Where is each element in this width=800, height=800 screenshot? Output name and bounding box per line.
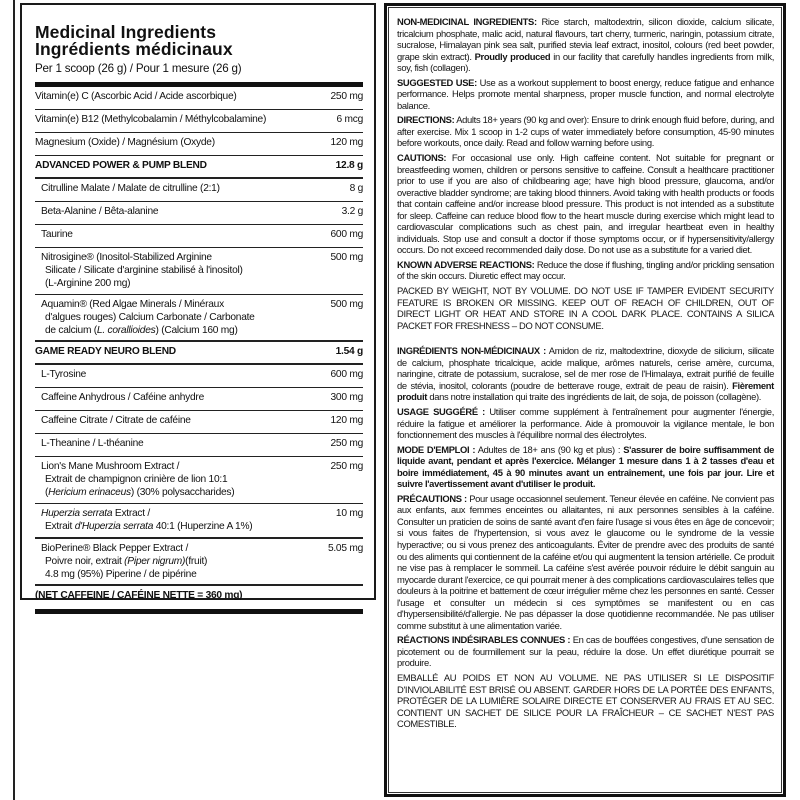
ingredient-amount: 250 mg: [330, 461, 363, 472]
outer-frame-line: [13, 0, 15, 800]
name-line: Nitrosigine® (Inositol-Stabilized Arginine: [41, 252, 212, 263]
panel-title-fr: Ingrédients médicinaux: [35, 39, 233, 59]
section-label: SUGGESTED USE:: [397, 76, 477, 88]
section-text: Adultes de 18+ ans (90 kg et plus) :: [475, 443, 624, 455]
footer-rule: [35, 609, 363, 614]
ingredient-row: [35, 457, 363, 504]
name-line: Silicate / Silicate d'arginine stabilisé à l'inositol): [45, 265, 243, 276]
ingredient-amount: 500 mg: [330, 299, 363, 310]
name-line: Extrait de champignon crinière de lion 10:1: [45, 474, 228, 485]
section-label: DIRECTIONS:: [397, 114, 455, 126]
section-text: Utiliser comme supplément à l'entraînement pour augmenter l'énergie, réduire la fatigue et améliorer la performance. Aide à promouvoir la vigilance mentale, le bon fonctionnement des muscles à l'équilibre normal des électrolytes.: [397, 405, 774, 441]
ingredient-row: [35, 110, 363, 133]
section-text: Rice starch, maltodextrin, silicon dioxide, calcium silicate, tricalcium phosphate, malic acid, natural flavours, tart cherry, turmeric, naringin, potassium citrate, sucralose, Himalayan pink sea salt, purified stevia leaf extract, inositol, colours (red beet powder, grape skin extract).: [397, 16, 775, 62]
section-label: PRÉCAUTIONS :: [397, 492, 467, 504]
ingredient-amount: 250 mg: [330, 438, 363, 449]
ingredient-row: [35, 434, 363, 457]
name-line: [41, 520, 336, 533]
section-text: For occasional use only. High caffeine content. Not suitable for pregnant or breastfeeding women, children or persons sensitive to caffeine. Consult a healthcare practitioner prior to use if you are also of childbearing age; have high blood pressure, glaucoma, and/or overactive bladder syndrome; are taking blood thinners. Avoid taking with health products or foods that contain caffeine and/or increase blood pressure. This product is not intended as a substitute for sleep. Caffeine can reduce blood flow to the heart muscle during exercise which might lead to cardiovascular complications such as chest pain, and irregular heartbeat even in healthy individuals. Stop use and consult a doctor if those symptoms occur, or if hypersensitivity/allergy occurs. Do not exceed recommended daily dose. Do not use as a substitute for a varied diet.: [397, 152, 774, 256]
ingredient-row: [35, 225, 363, 248]
ingredient-row: [35, 202, 363, 225]
ingredient-name: [35, 507, 336, 533]
ingredient-name: Caffeine Citrate / Citrate de caféine: [41, 415, 191, 426]
name-line: [41, 324, 331, 337]
section-label: NON-MEDICINAL INGREDIENTS:: [397, 16, 537, 27]
name-text: de calcium (: [45, 325, 97, 336]
ingredient-amount: 600 mg: [330, 369, 363, 380]
name-text: 40:1 (Huperzine A 1%): [153, 521, 253, 532]
blend-amount: 12.8 g: [335, 160, 363, 171]
panel-title-en: Medicinal Ingredients: [35, 22, 217, 42]
latin-name: L. corallioides: [96, 325, 156, 336]
ingredient-name: [35, 460, 331, 499]
name-text: Poivre noir, extrait: [45, 556, 125, 567]
medicinal-ingredients-panel: [20, 3, 376, 600]
ingredient-row: [35, 411, 363, 434]
ingredient-name: Taurine: [41, 229, 73, 240]
name-text: Extrait: [45, 521, 75, 532]
section-text: Pour usage occasionnel seulement. Teneur élevée en caféine. Ne convient pas aux enfants, aux femmes enceintes ou allaitantes, ni aux personnes sensibles à la caféine. Consulter un praticien de soins de santé avant d'en faire l'usage si vous êtes en âge de concevoir; si vous faites de l'hypertension, si vous avez le glaucome ou le syndrome de la vessie hyperactive; ou si vous prenez des anticoagulants. Éviter de prendre avec des produits de santé ou des aliments qui contiennent de la caféine et/ou qui augmentent la tension artérielle. Ce produit ne vise pas à remplacer le sommeil. La caféine s'est avérée pouvoir réduire le débit sanguin au myocarde durant l'exercice, ce qui pourrait mener à des complications cardiovasculaires telles que douleurs à la poitrine et battement de cœur irrégulier même chez les personnes en santé. Cesser l'usage et consulter un médecin si ces symptômes se manifestent ou en cas d'hypersensibilité/d'allergie. Ne pas dépasser la dose quotidienne recommandée. Ne pas utiliser comme substitut à une alimentation variée.: [397, 492, 774, 631]
name-text: ) (30% polysaccharides): [130, 487, 235, 498]
latin-name: Huperzia serrata: [41, 508, 113, 519]
ingredient-name: Caffeine Anhydrous / Caféine anhydre: [41, 392, 204, 403]
suggested-use-fr: [397, 406, 774, 441]
ingredient-name: Beta-Alanine / Bêta-alanine: [41, 206, 159, 217]
name-text: Extract /: [112, 508, 151, 519]
product-information-panel: [384, 3, 786, 797]
net-caffeine: (NET CAFFEINE / CAFÉINE NETTE = 360 mg): [35, 590, 243, 601]
name-text: (fruit): [185, 556, 208, 567]
ingredient-row: [35, 365, 363, 388]
ingredient-row: [35, 248, 363, 295]
section-label: Fièrement produit: [397, 379, 774, 403]
name-text: ) (Calcium 160 mg): [155, 325, 238, 336]
ingredient-amount: 500 mg: [330, 252, 363, 263]
section-text-bold: S'assurer de boire suffisamment de liquide avant, pendant et après l'exercice. Mélanger 1 mesure dans 1 à 2 tasses d'eau et boire immédiatement, 45 à 90 minutes avant un entraînement, une fois par jour. Lire et suivre l'avertissement avant d'utiliser le produit.: [397, 443, 775, 490]
ingredient-name: Vitamin(e) B12 (Methylcobalamin / Méthylcobalamine): [35, 114, 267, 125]
blend-name: GAME READY NEURO BLEND: [35, 346, 176, 357]
name-line: BioPerine® Black Pepper Extract /: [41, 543, 189, 554]
latin-name: d'Huperzia serrata: [74, 521, 154, 532]
ingredient-row: [35, 295, 363, 342]
blend-header-row: [35, 156, 363, 179]
non-medicinal-ingredients-en: [397, 16, 774, 74]
section-text: dans notre installation qui traite des ingrédients de lait, de soja, de poisson (collagène).: [427, 391, 762, 403]
ingredient-amount: 5.05 mg: [327, 543, 363, 554]
adverse-reactions-en: [397, 259, 774, 282]
ingredient-name: [35, 542, 328, 581]
ingredient-name: [35, 298, 331, 337]
section-text: Reduce the dose if flushing, tingling and/or prickling sensation of the skin occurs. Diuretic effect may occur.: [397, 258, 774, 282]
ingredient-row: [35, 504, 363, 539]
ingredient-amount: 6 mcg: [336, 114, 363, 125]
section-label: RÉACTIONS INDÉSIRABLES CONNUES :: [397, 634, 571, 646]
adverse-reactions-fr: [397, 634, 774, 669]
ingredient-name: Magnesium (Oxide) / Magnésium (Oxyde): [35, 137, 215, 148]
section-text: Use as a workout supplement to boost energy, reduce fatigue and enhance performance. Helps promote mental sharpness, proper muscle function, and normal electrolyte balance.: [397, 76, 774, 111]
suggested-use-en: [397, 77, 774, 112]
ingredient-name: Vitamin(e) C (Ascorbic Acid / Acide ascorbique): [35, 91, 237, 102]
ingredient-amount: 10 mg: [335, 508, 363, 519]
non-medicinal-ingredients-fr: [397, 345, 774, 403]
section-label: USAGE SUGGÉRÉ :: [397, 405, 485, 417]
name-line: Lion's Mane Mushroom Extract /: [41, 461, 180, 472]
blend-amount: 1.54 g: [335, 346, 363, 357]
ingredient-row: [35, 133, 363, 156]
name-line: [41, 486, 331, 499]
ingredient-row: [35, 179, 363, 202]
ingredient-name: Citrulline Malate / Malate de citrulline (2:1): [41, 183, 220, 194]
packing-notice-en: PACKED BY WEIGHT, NOT BY VOLUME. DO NOT USE IF TAMPER EVIDENT SECURITY FEATURE IS BROKEN OR MISSING. KEEP OUT OF REACH OF CHILDREN, OUT OF DIRECT LIGHT OR HEAT AND STORE IN A COOL DARK PLACE. CONTAINS A SILICA PACKET FOR FRESHNESS – DO NOT CONSUME.: [397, 285, 774, 331]
latin-name: Hericium erinaceus: [48, 487, 131, 498]
name-line: [41, 508, 150, 519]
section-label: CAUTIONS:: [397, 152, 447, 164]
directions-en: [397, 114, 774, 149]
section-label: MODE D'EMPLOI :: [397, 443, 476, 455]
ingredient-amount: 120 mg: [330, 415, 363, 426]
ingredient-row: [35, 388, 363, 411]
latin-name: (Piper nigrum): [124, 556, 186, 567]
name-line: Aquamin® (Red Algae Minerals / Minéraux: [41, 299, 224, 310]
section-text: Amidon de riz, maltodextrine, dioxyde de silicium, silicate de calcium, phosphate tricalcique, acide malique, arômes naturels, cerise amère, curcuma, naringine, citrate de potassium, sucralose, sel de mer rose de l'Himalaya, extrait purifié de feuille de stévia, inositol, colorants (poudre de betterave rouge, extrait de peau de raisin).: [397, 345, 774, 391]
ingredient-amount: 3.2 g: [341, 206, 363, 217]
name-text: (: [45, 487, 49, 498]
section-text: En cas de bouffées congestives, d'une sensation de picotement ou de fourmillement sur la peau, réduire la dose. Un effet diurétique pourrait se produire.: [397, 634, 774, 669]
ingredient-name: L-Theanine / L-théanine: [41, 438, 144, 449]
blend-header-row: [35, 342, 363, 365]
serving-size: Per 1 scoop (26 g) / Pour 1 mesure (26 g): [35, 62, 242, 75]
section-label: INGRÉDIENTS NON-MÉDICINAUX :: [397, 345, 546, 357]
ingredient-name: [35, 251, 331, 290]
ingredient-row: [35, 539, 363, 586]
net-caffeine-row: [35, 586, 363, 609]
name-line: [41, 555, 328, 568]
ingredient-amount: 120 mg: [330, 137, 363, 148]
name-line: d'algues rouges) Calcium Carbonate / Carbonate: [45, 312, 255, 323]
section-label: KNOWN ADVERSE REACTIONS:: [397, 258, 535, 270]
section-text: in our facility that carefully handles ingredients from milk, soy, fish (collagen).: [397, 50, 774, 74]
packing-notice-fr: EMBALLÉ AU POIDS ET NON AU VOLUME. NE PAS UTILISER SI LE DISPOSITIF D'INVIOLABILITÉ EST BRISÉ OU ABSENT. GARDER HORS DE LA PORTÉE DES ENFANTS, PROTÉGER DE LA LUMIÈRE SOLAIRE DIRECTE ET CONSERVER AU FRAIS ET AU SEC. CONTIENT UN SACHET DE SILICE POUR LA FRAÎCHEUR – CE SACHET N'EST PAS COMESTIBLE.: [397, 671, 774, 730]
ingredient-amount: 300 mg: [330, 392, 363, 403]
blend-name: ADVANCED POWER & PUMP BLEND: [35, 160, 207, 171]
section-text: Adults 18+ years (90 kg and over): Ensure to drink enough fluid before, during, and after exercise. Mix 1 scoop in 1-2 cups of water immediately before consumption, 45-90 minutes before workouts, once daily. Read and follow warning before using.: [397, 114, 774, 149]
ingredient-amount: 250 mg: [330, 91, 363, 102]
ingredient-name: L-Tyrosine: [41, 369, 87, 380]
ingredient-amount: 8 g: [349, 183, 363, 194]
name-line: 4.8 mg (95%) Piperine / de pipérine: [45, 569, 197, 580]
ingredient-row: [35, 87, 363, 110]
name-line: (L-Arginine 200 mg): [45, 278, 131, 289]
cautions-en: [397, 152, 774, 256]
section-label: Proudly produced: [474, 50, 551, 62]
cautions-fr: [397, 493, 774, 632]
directions-fr: [397, 444, 774, 490]
ingredient-amount: 600 mg: [330, 229, 363, 240]
